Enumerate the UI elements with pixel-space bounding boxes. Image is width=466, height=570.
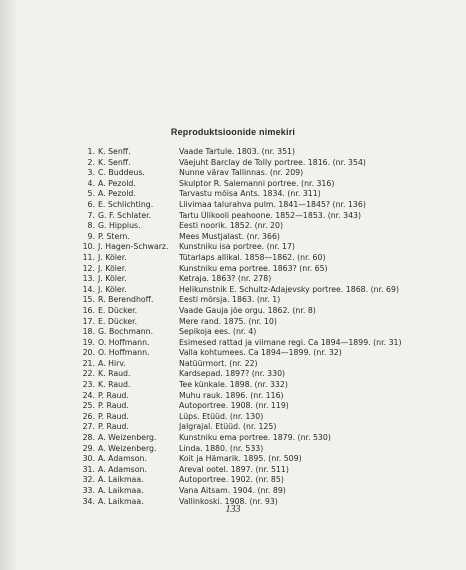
list-item xyxy=(75,211,435,222)
entry-artist: P. Raud. xyxy=(98,422,129,432)
entry-work: Väejuht Barclay de Tolly portree. 1816. (nr. 354) xyxy=(179,157,366,167)
entry-number: 1. xyxy=(87,147,95,156)
page-number: 133 xyxy=(225,504,241,515)
entry-work: Eesti noorik. 1852. (nr. 20) xyxy=(179,221,284,231)
list-item xyxy=(75,285,435,296)
entry-number: 7. xyxy=(87,210,95,220)
entry-artist: E. Schlichting. xyxy=(98,199,154,209)
entry-work: Muhu rauk. 1896. (nr. 116) xyxy=(179,390,284,400)
entry-work: Valla kohtumees. Ca 1894—1899. (nr. 32) xyxy=(179,348,342,358)
entry-number: 34. xyxy=(82,496,95,506)
entry-number: 27. xyxy=(82,422,95,432)
entry-work: Kunstniku isa portree. (nr. 17) xyxy=(179,242,295,252)
list-item xyxy=(75,232,435,243)
entry-artist: P. Raud. xyxy=(98,411,129,421)
entry-number: 24. xyxy=(82,390,95,400)
entry-number: 4. xyxy=(87,178,95,188)
entry-number: 15. xyxy=(82,295,95,305)
list-item xyxy=(75,274,435,285)
list-item xyxy=(75,221,435,232)
list-item xyxy=(75,242,435,253)
entry-work: Jalgrajal. Etüüd. (nr. 125) xyxy=(179,422,277,432)
entry-artist: A. Pezold. xyxy=(98,178,136,188)
entry-number: 17. xyxy=(82,316,95,326)
entry-work: Liivimaa talurahva pulm. 1841—1845? (nr. 136) xyxy=(179,199,366,209)
entry-work: Tartu Ülikooli peahoone. 1852—1853. (nr. 343) xyxy=(179,210,362,220)
entry-work: Helikunstnik E. Schultz-Adajevsky portree. 1868. (nr. 69) xyxy=(179,284,399,294)
entry-work: Kunstniku ema portree. 1879. (nr. 530) xyxy=(179,433,331,443)
list-item xyxy=(75,147,435,158)
list-item xyxy=(75,168,435,179)
entry-work: Sepikoja ees. (nr. 4) xyxy=(179,327,257,337)
list-item xyxy=(75,200,435,211)
entry-number: 19. xyxy=(82,337,95,347)
list-item xyxy=(75,253,435,264)
entry-work: Tütarlaps allikal. 1858—1862. (nr. 60) xyxy=(179,252,326,262)
entry-artist: R. Berendhoff. xyxy=(98,295,154,305)
entry-number: 26. xyxy=(82,411,95,421)
list-item xyxy=(75,465,435,476)
entry-number: 6. xyxy=(87,199,95,209)
entry-number: 5. xyxy=(87,189,95,199)
entry-artist: K. Raud. xyxy=(98,369,131,379)
list-item xyxy=(75,391,435,402)
entry-number: 9. xyxy=(87,231,95,241)
entry-work: Tarvastu mõisa Ants. 1834. (nr. 311) xyxy=(179,189,321,199)
list-item xyxy=(75,444,435,455)
entry-number: 33. xyxy=(82,486,95,495)
entry-work: Tee künkale. 1898. (nr. 332) xyxy=(179,380,288,390)
list-item xyxy=(75,475,435,486)
list-item xyxy=(75,179,435,190)
list-item xyxy=(75,327,435,338)
entry-number: 14. xyxy=(82,284,95,294)
entry-number: 16. xyxy=(82,305,95,315)
list-item xyxy=(75,486,435,497)
entry-artist: A. Laikmaa. xyxy=(98,475,144,485)
entry-artist: K. Raud. xyxy=(98,380,131,390)
entry-artist: P. Stern. xyxy=(98,231,130,241)
entry-number: 23. xyxy=(82,380,95,390)
list-item xyxy=(75,317,435,328)
entry-number: 21. xyxy=(82,358,95,368)
entry-work: Ketraja. 1863? (nr. 278) xyxy=(179,274,272,284)
page-gutter-shadow xyxy=(0,0,18,570)
entry-work: Esimesed rattad ja viimane regi. Ca 1894—1899. (nr. 31) xyxy=(179,337,402,347)
entry-work: Vaade Gauja jõe orgu. 1862. (nr. 8) xyxy=(179,305,316,315)
entry-artist: A. Adamson. xyxy=(98,454,147,464)
list-item xyxy=(75,369,435,380)
entry-work: Skulptor R. Salemanni portree. (nr. 316) xyxy=(179,178,335,188)
entry-number: 30. xyxy=(82,454,95,464)
entry-artist: G. Hippius. xyxy=(98,221,141,231)
list-item xyxy=(75,359,435,370)
entry-artist: A. Adamson. xyxy=(98,464,147,474)
list-item xyxy=(75,295,435,306)
list-item xyxy=(75,433,435,444)
entry-number: 10. xyxy=(82,242,95,252)
entry-work: Kardsepad. 1897? (nr. 330) xyxy=(179,369,286,379)
entry-number: 18. xyxy=(82,327,95,337)
entry-artist: P. Raud. xyxy=(98,390,129,400)
list-item xyxy=(75,348,435,359)
entry-number: 32. xyxy=(82,475,95,485)
entry-artist: K. Senff. xyxy=(98,157,131,167)
entry-work: Nunne värav Tallinnas. (nr. 209) xyxy=(179,168,304,178)
entry-number: 20. xyxy=(82,348,95,358)
entry-artist: O. Hoffmann. xyxy=(98,348,150,358)
entry-artist: K. Senff. xyxy=(98,147,131,156)
entry-artist: E. Dücker. xyxy=(98,316,138,326)
list-item xyxy=(75,454,435,465)
entry-number: 31. xyxy=(82,464,95,474)
entry-number: 13. xyxy=(82,274,95,284)
entry-work: Vana Aitsam. 1904. (nr. 89) xyxy=(179,486,286,495)
entry-number: 12. xyxy=(82,263,95,273)
entry-artist: J. Köler. xyxy=(98,252,127,262)
entry-artist: G. Bochmann. xyxy=(98,327,154,337)
entry-artist: A. Pezold. xyxy=(98,189,136,199)
entry-artist: P. Raud. xyxy=(98,401,129,411)
entry-artist: A. Laikmaa. xyxy=(98,486,144,495)
entry-artist: J. Hagen-Schwarz. xyxy=(98,242,169,252)
entry-work: Autoportree. 1908. (nr. 119) xyxy=(179,401,289,411)
entry-work: Autoportree. 1902. (nr. 85) xyxy=(179,475,284,485)
entry-work: Vaade Tartule. 1803. (nr. 351) xyxy=(179,147,296,156)
entry-artist: G. F. Schlater. xyxy=(98,210,152,220)
entry-work: Mees Mustjalast. (nr. 366) xyxy=(179,231,280,241)
entry-number: 29. xyxy=(82,443,95,453)
entry-number: 25. xyxy=(82,401,95,411)
entry-work: Mere rand. 1875. (nr. 10) xyxy=(179,316,277,326)
entry-artist: J. Köler. xyxy=(98,284,127,294)
entry-artist: O. Hoffmann. xyxy=(98,337,150,347)
entry-artist: A. Laikmaa. xyxy=(98,496,144,506)
entry-number: 8. xyxy=(87,221,95,231)
entry-artist: C. Buddeus. xyxy=(98,168,145,178)
list-item xyxy=(75,380,435,391)
entry-work: Natüürmort. (nr. 22) xyxy=(179,358,258,368)
list-item xyxy=(75,306,435,317)
list-item xyxy=(75,422,435,433)
entry-artist: A. Weizenberg. xyxy=(98,433,157,443)
entry-work: Lüps. Etüüd. (nr. 130) xyxy=(179,411,264,421)
list-item xyxy=(75,189,435,200)
entry-number: 28. xyxy=(82,433,95,443)
entry-number: 3. xyxy=(87,168,95,178)
entry-number: 11. xyxy=(82,252,95,262)
entry-number: 22. xyxy=(82,369,95,379)
entry-number: 2. xyxy=(87,157,95,167)
list-item xyxy=(75,264,435,275)
entry-work: Koit ja Hämarik. 1895. (nr. 509) xyxy=(179,454,302,464)
entry-artist: J. Köler. xyxy=(98,263,127,273)
list-item xyxy=(75,401,435,412)
list-item xyxy=(75,412,435,423)
entry-work: Eesti mõrsja. 1863. (nr. 1) xyxy=(179,295,281,305)
entry-work: Vallinkoski. 1908. (nr. 93) xyxy=(179,496,278,506)
entry-artist: A. Hirv. xyxy=(98,358,126,368)
entry-work: Linda. 1880. (nr. 533) xyxy=(179,443,264,453)
entry-work: Kunstniku ema portree. 1863? (nr. 65) xyxy=(179,263,328,273)
entry-artist: E. Dücker. xyxy=(98,305,138,315)
reproduction-list xyxy=(75,147,435,507)
entry-artist: A. Weizenberg. xyxy=(98,443,157,453)
page-title: Reproduktsioonide nimekiri xyxy=(170,127,296,137)
entry-work: Areval ootel. 1897. (nr. 511) xyxy=(179,464,289,474)
list-item xyxy=(75,158,435,169)
list-item xyxy=(75,338,435,349)
entry-artist: J. Köler. xyxy=(98,274,127,284)
